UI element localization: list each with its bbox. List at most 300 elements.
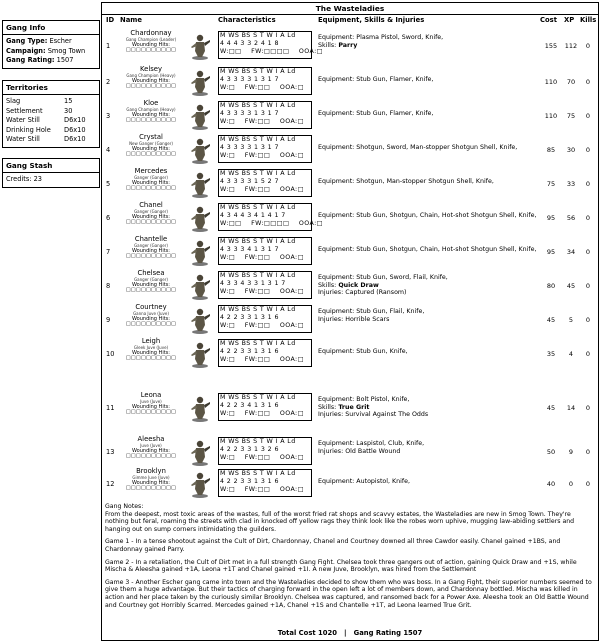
wounding-hit-boxes: □□□□□□□□□□ — [125, 321, 177, 328]
wounds-boxes: W:□□ — [220, 220, 242, 227]
injuries-text: Injuries: Horrible Scars — [318, 315, 390, 323]
stat-values: 4 3 3 3 3 1 3 1 7 — [220, 76, 279, 83]
fighter-kills: 0 — [585, 282, 591, 290]
fighter-id: 9 — [106, 316, 111, 324]
stat-values: 4 2 2 3 4 1 3 1 6 — [220, 402, 279, 409]
fighter-type: New Ganger (Ganger) — [129, 140, 173, 146]
territory-value: D6x10 — [64, 135, 86, 143]
wounding-hits-label: Wounding Hits: — [132, 349, 170, 356]
equipment-cell — [318, 76, 540, 84]
equipment-text: Equipment: Laspistol, Club, Knife, — [318, 440, 425, 447]
fighter-name-block — [116, 304, 186, 327]
fighter-xp: 9 — [568, 448, 574, 456]
fighter-kills: 0 — [585, 448, 591, 456]
miniature-figure-icon — [188, 170, 212, 198]
fighter-cost: 45 — [546, 316, 556, 324]
equipment-text: Equipment: Stub Gun, Sword, Flail, Knife, — [318, 274, 448, 281]
out-of-action-box: OOA:□ — [298, 220, 323, 227]
wounding-hit-boxes: □□□□□□□□□□ — [125, 151, 177, 158]
characteristics-box — [218, 101, 312, 129]
fighter-cost: 40 — [546, 480, 556, 488]
flesh-wound-boxes: FW:□□ — [244, 288, 271, 295]
fighter-cost: 50 — [546, 448, 556, 456]
territory-row — [6, 116, 96, 126]
wound-boxes-line — [219, 152, 311, 160]
territory-row — [6, 107, 96, 117]
col-name: Name — [120, 16, 142, 24]
fighter-cost: 95 — [546, 248, 556, 256]
out-of-action-box: OOA:□ — [279, 186, 304, 193]
wounds-boxes: W:□ — [220, 486, 236, 493]
fighter-kills: 0 — [585, 42, 591, 50]
fighter-xp: 4 — [568, 350, 574, 358]
wounding-hits-label: Wounding Hits: — [132, 145, 170, 152]
equipment-text: Equipment: Stub Gun, Flamer, Knife, — [318, 110, 434, 117]
wounding-hits-label: Wounding Hits: — [132, 281, 170, 288]
out-of-action-box: OOA:□ — [279, 254, 304, 261]
fighter-name-block — [116, 134, 186, 157]
out-of-action-box: OOA:□ — [279, 322, 304, 329]
fighter-name: Kloe — [143, 99, 159, 107]
fighter-xp: 30 — [566, 146, 576, 154]
fighter-name-block — [116, 468, 186, 491]
fighter-id: 6 — [106, 214, 111, 222]
skills-line — [318, 282, 540, 290]
miniature-figure-icon — [188, 32, 212, 60]
gang-info-box — [2, 20, 100, 69]
fighter-cost: 80 — [546, 282, 556, 290]
fighter-type: Juve (Juve) — [140, 398, 162, 404]
equipment-cell — [318, 110, 540, 118]
fighter-name-block — [116, 168, 186, 191]
fighter-name: Brooklyn — [136, 467, 166, 475]
fighter-name-block — [116, 66, 186, 89]
fighter-name: Aleesha — [137, 435, 165, 443]
wounding-hits-label: Wounding Hits: — [132, 447, 170, 454]
col-xp: XP — [564, 16, 575, 24]
skills-value: Parry — [338, 41, 358, 49]
fighter-xp: 33 — [566, 180, 576, 188]
fighter-xp: 45 — [566, 282, 576, 290]
wounding-hit-boxes: □□□□□□□□□□ — [125, 219, 177, 226]
col-id: ID — [106, 16, 115, 24]
fighter-id: 7 — [106, 248, 111, 256]
equipment-text: Equipment: Stub Gun, Flamer, Knife, — [318, 76, 434, 83]
wounding-hit-boxes: □□□□□□□□□□ — [125, 485, 177, 492]
miniature-figure-icon — [188, 68, 212, 96]
col-cost: Cost — [540, 16, 557, 24]
fighter-cost: 35 — [546, 350, 556, 358]
skills-value: Quick Draw — [338, 281, 379, 289]
fighter-id: 3 — [106, 112, 111, 120]
stat-header: M WS BS S T W I A Ld — [220, 438, 296, 445]
gang-rating-value: 1507 — [56, 56, 74, 64]
wounds-boxes: W:□ — [220, 84, 236, 91]
table-header — [102, 15, 598, 26]
notes-para: Game 3 - Another Escher gang came into town and the Wasteladies decided to show them who was boss. In a Gang Fight, their superior numbers seemed to give them a huge advantage. But their tactics of charging forward in the open left a lot of members down, and Chardonnay bottled. Mischa was killed in action and her place taken by the curiously similar Brooklyn. Chelsea was captured, and ransomed back for a Power Axe. Aleesha took an Old Battle Wound and Courtney got Horribly Scarred. Mercedes gained +1A, Chanel +1S and Chantelle +1T, ad Leona learned True Grit. — [105, 578, 592, 609]
roster-table — [101, 2, 599, 641]
miniature-figure-icon — [188, 272, 212, 300]
fighter-xp: 5 — [568, 316, 574, 324]
fighter-name: Leona — [140, 391, 162, 399]
flesh-wound-boxes: FW:□□ — [244, 84, 271, 91]
stash-credits: Credits: 23 — [6, 175, 42, 183]
out-of-action-box: OOA:□ — [279, 118, 304, 125]
fighter-name-block — [116, 100, 186, 123]
wounds-boxes: W:□ — [220, 410, 236, 417]
fighter-type: Ganger (Ganger) — [134, 276, 168, 282]
stat-values: 4 3 3 4 3 3 1 3 1 7 — [220, 280, 286, 287]
stat-header: M WS BS S T W I A Ld — [220, 204, 296, 211]
gang-stash-header: Gang Stash — [3, 159, 99, 173]
skills-value: True Grit — [338, 403, 370, 411]
fighter-cost: 85 — [546, 146, 556, 154]
injuries-text: Injuries: Old Battle Wound — [318, 447, 401, 455]
out-of-action-box: OOA:□ — [279, 152, 304, 159]
stat-values: 4 3 4 4 3 4 1 4 1 7 — [220, 212, 286, 219]
miniature-figure-icon — [188, 204, 212, 232]
fighter-kills: 0 — [585, 146, 591, 154]
wounds-boxes: W:□ — [220, 454, 236, 461]
equipment-cell — [318, 440, 540, 455]
col-kills: Kills — [580, 16, 597, 24]
fighter-type: Ganger (Ganger) — [134, 208, 168, 214]
fighter-id: 11 — [106, 404, 115, 412]
fighter-xp: 75 — [566, 112, 576, 120]
fighter-kills: 0 — [585, 480, 591, 488]
equipment-cell — [318, 212, 540, 220]
fighter-id: 1 — [106, 42, 111, 50]
skills-label: Skills: — [318, 403, 337, 411]
out-of-action-box: OOA:□ — [279, 356, 304, 363]
injuries-text: Injuries: Captured (Ransom) — [318, 289, 407, 296]
fighter-cost: 110 — [544, 112, 558, 120]
miniature-figure-icon — [188, 470, 212, 498]
notes-para: From the deepest, most toxic areas of the wastes, full of the worst fried rat shops and scavvy estates, the Wasteladies are new in Smog Town. They're nothing but feral, roaming the streets with clad in knocked off yellow rags they think look like the robes worn uphive, mugging law-abiding settlers and hanging out on sump corners intimidating the guilders. — [105, 510, 575, 533]
flesh-wound-boxes: FW:□□ — [244, 322, 271, 329]
fighter-xp: 0 — [568, 480, 574, 488]
fighter-name-block — [116, 338, 186, 361]
territory-name: Water Still — [6, 135, 40, 143]
equipment-text: Equipment: Stub Gun, Knife, — [318, 348, 408, 355]
flesh-wound-boxes: FW:□□ — [244, 118, 271, 125]
characteristics-box — [218, 203, 323, 231]
out-of-action-box: OOA:□ — [279, 288, 304, 295]
fighter-type: Gang Champion (Heavy) — [126, 106, 176, 112]
gang-type-value: Escher — [49, 37, 72, 45]
out-of-action-box: OOA:□ — [298, 48, 323, 55]
wounding-hit-boxes: □□□□□□□□□□ — [125, 83, 177, 90]
gang-info-header: Gang Info — [3, 21, 99, 35]
characteristics-box — [218, 31, 323, 59]
wounds-boxes: W:□ — [220, 254, 236, 261]
skills-label: Skills: — [318, 41, 337, 49]
stat-values: 4 3 3 3 3 1 3 1 7 — [220, 144, 279, 151]
fighter-cost: 155 — [544, 42, 558, 50]
territory-row — [6, 126, 96, 136]
stat-values: 4 2 2 3 3 1 3 2 6 — [220, 446, 279, 453]
fighter-name: Courtney — [135, 303, 167, 311]
fighter-id: 12 — [106, 480, 115, 488]
wound-boxes-line — [219, 410, 311, 418]
out-of-action-box: OOA:□ — [279, 84, 304, 91]
characteristics-box — [218, 135, 312, 163]
fighter-id: 4 — [106, 146, 111, 154]
fighter-name: Leigh — [141, 337, 161, 345]
wounding-hit-boxes: □□□□□□□□□□ — [125, 409, 177, 416]
wounding-hits-label: Wounding Hits: — [132, 403, 170, 410]
fighter-xp: 34 — [566, 248, 576, 256]
miniature-figure-icon — [188, 340, 212, 368]
equipment-cell — [318, 308, 540, 323]
fighter-type: Gang Champion (Leader) — [125, 36, 177, 42]
fighter-kills: 0 — [585, 316, 591, 324]
wound-boxes-line — [219, 84, 311, 92]
fighter-name-block — [116, 392, 186, 415]
wounding-hit-boxes: □□□□□□□□□□ — [125, 355, 177, 362]
miniature-figure-icon — [188, 438, 212, 466]
miniature-figure-icon — [188, 238, 212, 266]
characteristics-box — [218, 339, 312, 367]
footer-rating: Gang Rating 1507 — [353, 629, 423, 637]
wound-boxes-line — [219, 186, 311, 194]
equipment-text: Equipment: Bolt Pistol, Knife, — [318, 396, 410, 403]
fighter-kills: 0 — [585, 112, 591, 120]
fighter-kills: 0 — [585, 214, 591, 222]
wound-boxes-line — [219, 356, 311, 364]
wounding-hits-label: Wounding Hits: — [132, 77, 170, 84]
fighter-type: Ganna Juve (Juve) — [133, 310, 169, 316]
fighter-name: Chelsea — [137, 269, 165, 277]
equipment-text: Equipment: Autopistol, Knife, — [318, 478, 410, 485]
fighter-name: Mercedes — [134, 167, 168, 175]
fighter-type: Ganger (Ganger) — [134, 242, 168, 248]
equipment-text: Equipment: Stub Gun, Shotgun, Chain, Hot-shot Shotgun Shell, Knife, — [318, 212, 537, 219]
characteristics-box — [218, 469, 312, 497]
stat-values: 4 3 3 3 3 1 5 2 7 — [220, 178, 279, 185]
skills-line — [318, 42, 540, 50]
col-equipment: Equipment, Skills & Injuries — [318, 16, 425, 24]
fighter-kills: 0 — [585, 78, 591, 86]
flesh-wound-boxes: FW:□□ — [244, 356, 271, 363]
wounding-hits-label: Wounding Hits: — [132, 111, 170, 118]
fighter-id: 5 — [106, 180, 111, 188]
territory-value: D6x10 — [64, 125, 86, 134]
territory-name: Settlement — [6, 106, 43, 115]
wound-boxes-line — [219, 288, 311, 296]
stat-header: M WS BS S T W I A Ld — [220, 340, 296, 347]
fighter-name-block — [116, 436, 186, 459]
col-characteristics: Characteristics — [218, 16, 276, 24]
wounds-boxes: W:□□ — [220, 48, 242, 55]
flesh-wound-boxes: FW:□□□□ — [251, 48, 290, 55]
miniature-figure-icon — [188, 394, 212, 422]
fighter-name: Chantelle — [134, 235, 168, 243]
characteristics-box — [218, 305, 312, 333]
skills-line — [318, 404, 540, 412]
territories-box — [2, 80, 100, 148]
wound-boxes-line — [219, 486, 311, 494]
characteristics-box — [218, 67, 312, 95]
fighter-cost: 45 — [546, 404, 556, 412]
roster-footer — [102, 629, 598, 637]
fighter-cost: 95 — [546, 214, 556, 222]
wounding-hits-label: Wounding Hits: — [132, 315, 170, 322]
territory-row — [6, 135, 96, 145]
gang-stash-box — [2, 158, 100, 188]
wounding-hit-boxes: □□□□□□□□□□ — [125, 117, 177, 124]
wound-boxes-line — [219, 454, 311, 462]
characteristics-box — [218, 237, 312, 265]
territory-value: 15 — [64, 97, 73, 105]
wounding-hit-boxes: □□□□□□□□□□ — [125, 47, 177, 54]
fighter-name-block — [116, 270, 186, 293]
equipment-text: Equipment: Plasma Pistol, Sword, Knife, — [318, 34, 444, 41]
stat-values: 4 2 2 3 3 1 3 1 6 — [220, 348, 279, 355]
equipment-text: Equipment: Stub Gun, Flail, Knife, — [318, 308, 425, 315]
stat-header: M WS BS S T W I A Ld — [220, 470, 296, 477]
wounds-boxes: W:□ — [220, 152, 236, 159]
fighter-type: Gang Champion (Heavy) — [126, 72, 176, 78]
stat-values: 4 2 2 3 3 1 3 1 6 — [220, 314, 279, 321]
fighter-type: Juve (Juve) — [140, 442, 162, 448]
wounds-boxes: W:□ — [220, 186, 236, 193]
equipment-cell — [318, 246, 540, 254]
fighter-name: Crystal — [139, 133, 163, 141]
territory-name: Slag — [6, 97, 21, 105]
stat-header: M WS BS S T W I A Ld — [220, 170, 296, 177]
wounding-hits-label: Wounding Hits: — [132, 41, 170, 48]
territory-name: Water Still — [6, 116, 40, 124]
wounds-boxes: W:□ — [220, 322, 236, 329]
equipment-cell — [318, 274, 540, 297]
characteristics-box — [218, 393, 312, 421]
stat-values: 4 4 4 3 3 2 4 1 8 — [220, 40, 279, 47]
characteristics-box — [218, 271, 312, 299]
wound-boxes-line — [219, 254, 311, 262]
characteristics-box — [218, 169, 312, 197]
gang-type-label: Gang Type: — [6, 37, 48, 45]
fighter-kills: 0 — [585, 180, 591, 188]
flesh-wound-boxes: FW:□□ — [244, 410, 271, 417]
territory-row — [6, 97, 96, 107]
equipment-cell — [318, 144, 540, 152]
fighter-name: Kelsey — [140, 65, 162, 73]
fighter-name-block — [116, 202, 186, 225]
out-of-action-box: OOA:□ — [279, 454, 304, 461]
stat-header: M WS BS S T W I A Ld — [220, 238, 296, 245]
campaign-label: Campaign: — [6, 46, 46, 55]
total-cost: Total Cost 1020 — [277, 629, 337, 637]
out-of-action-box: OOA:□ — [279, 486, 304, 493]
flesh-wound-boxes: FW:□□ — [244, 152, 271, 159]
wounding-hits-label: Wounding Hits: — [132, 213, 170, 220]
territory-name: Drinking Hole — [6, 125, 51, 134]
gang-rating-label: Gang Rating: — [6, 56, 55, 64]
wound-boxes-line — [219, 48, 323, 56]
flesh-wound-boxes: FW:□□ — [244, 486, 271, 493]
campaign-value: Smog Town — [47, 46, 86, 55]
stat-header: M WS BS S T W I A Ld — [220, 394, 296, 401]
fighter-xp: 56 — [566, 214, 576, 222]
territory-value: D6x10 — [64, 116, 86, 124]
equipment-cell — [318, 396, 540, 419]
equipment-cell — [318, 478, 540, 486]
fighter-xp: 14 — [566, 404, 576, 412]
fighter-type: Gleek Juve (Juve) — [133, 344, 169, 350]
equipment-text: Equipment: Stub Gun, Shotgun, Chain, Hot-shot Shotgun Shell, Knife, — [318, 246, 537, 253]
wound-boxes-line — [219, 322, 311, 330]
wounding-hits-label: Wounding Hits: — [132, 479, 170, 486]
stat-values: 4 2 2 3 3 1 3 1 6 — [220, 478, 279, 485]
fighter-cost: 110 — [544, 78, 558, 86]
territories-header: Territories — [3, 81, 99, 95]
fighter-kills: 0 — [585, 404, 591, 412]
stat-values: 4 3 3 3 4 1 3 1 7 — [220, 246, 279, 253]
fighter-id: 2 — [106, 78, 111, 86]
fighter-kills: 0 — [585, 248, 591, 256]
flesh-wound-boxes: FW:□□ — [244, 454, 271, 461]
wounds-boxes: W:□ — [220, 356, 236, 363]
stat-header: M WS BS S T W I A Ld — [220, 102, 296, 109]
miniature-figure-icon — [188, 102, 212, 130]
wounding-hit-boxes: □□□□□□□□□□ — [125, 185, 177, 192]
wounds-boxes: W:□ — [220, 118, 236, 125]
equipment-cell — [318, 34, 540, 49]
flesh-wound-boxes: FW:□□□□ — [251, 220, 290, 227]
fighter-xp: 112 — [564, 42, 578, 50]
wounding-hit-boxes: □□□□□□□□□□ — [125, 287, 177, 294]
stat-header: M WS BS S T W I A Ld — [220, 68, 296, 75]
injuries-text: Injuries: Survival Against The Odds — [318, 411, 429, 418]
fighter-id: 10 — [106, 350, 115, 358]
wounding-hit-boxes: □□□□□□□□□□ — [125, 453, 177, 460]
fighter-type: Ganger (Ganger) — [134, 174, 168, 180]
miniature-figure-icon — [188, 136, 212, 164]
territory-value: 30 — [64, 106, 73, 115]
stat-header: M WS BS S T W I A Ld — [220, 272, 296, 279]
stat-header: M WS BS S T W I A Ld — [220, 32, 296, 39]
out-of-action-box: OOA:□ — [279, 410, 304, 417]
gang-notes — [105, 503, 595, 614]
miniature-figure-icon — [188, 306, 212, 334]
wounding-hits-label: Wounding Hits: — [132, 179, 170, 186]
fighter-kills: 0 — [585, 350, 591, 358]
stat-values: 4 3 3 3 3 1 3 1 7 — [220, 110, 279, 117]
wounding-hits-label: Wounding Hits: — [132, 247, 170, 254]
fighter-name-block — [116, 236, 186, 259]
wounding-hit-boxes: □□□□□□□□□□ — [125, 253, 177, 260]
fighter-cost: 75 — [546, 180, 556, 188]
notes-label: Gang Notes: — [105, 503, 144, 510]
fighter-xp: 70 — [566, 78, 576, 86]
wounds-boxes: W:□ — [220, 288, 236, 295]
notes-para: Game 2 - In a retaliation, the Cult of Dirt met in a full strength Gang Fight. Chelsea took three gangers out of action, gaining Quick Draw and +1S, while Mischa & Aleesha gained +1A, Leona +1T and Chanel gained +1I. A new Juve, Brooklyn, was hired from the Settlement — [105, 558, 577, 574]
fighter-name: Chardonnay — [130, 29, 172, 37]
equipment-text: Equipment: Shotgun, Man-stopper Shotgun Shell, Knife, — [318, 178, 494, 185]
equipment-text: Equipment: Shotgun, Sword, Man-stopper Shotgun Shell, Knife, — [318, 144, 518, 151]
equipment-cell — [318, 178, 540, 186]
fighter-id: 13 — [106, 448, 115, 456]
gang-title: The Wasteladies — [102, 3, 598, 15]
stat-header: M WS BS S T W I A Ld — [220, 136, 296, 143]
fighter-name: Chanel — [139, 201, 163, 209]
notes-para: Game 1 - In a tense shootout against the Cult of Dirt, Chardonnay, Chanel and Courtney downed all three Cawdor easily. Chanel gained +1BS, and Chardonnay gained Parry. — [105, 538, 561, 553]
wound-boxes-line — [219, 118, 311, 126]
skills-label: Skills: — [318, 281, 337, 289]
footer-separator: | — [344, 629, 347, 637]
fighter-id: 8 — [106, 282, 111, 290]
